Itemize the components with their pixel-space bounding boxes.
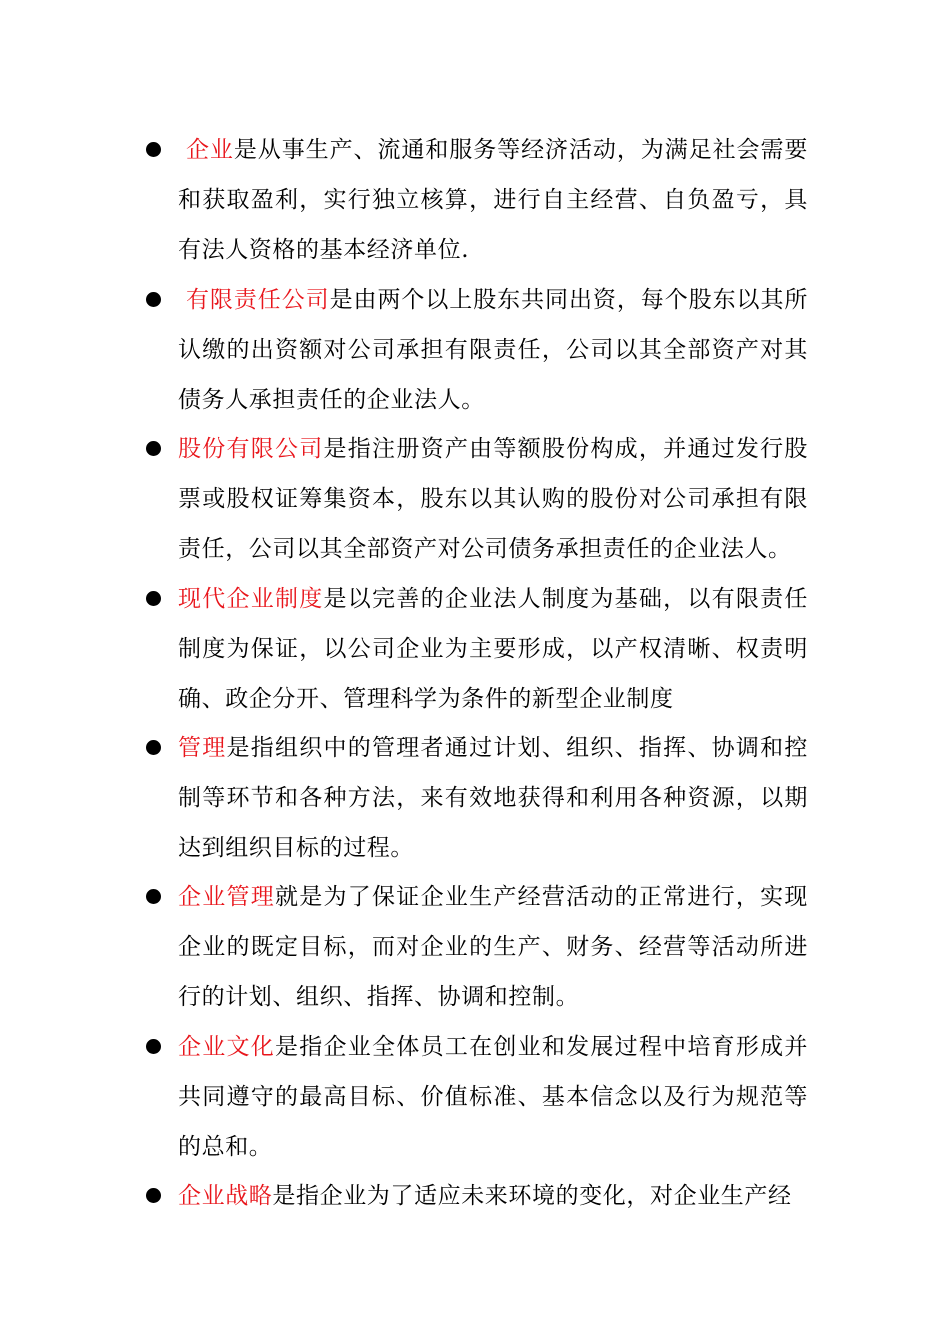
- definition-text: [178, 723, 808, 873]
- bullet-icon: [146, 740, 161, 755]
- definition-term: 企业文化: [178, 1034, 276, 1060]
- definition-term: 股份有限公司: [178, 436, 324, 462]
- definition-text: [178, 1171, 808, 1221]
- definition-text: [178, 1022, 808, 1172]
- bullet-icon: [146, 441, 161, 456]
- definition-term: 企业战略: [178, 1183, 273, 1209]
- definition-term: 有限责任公司: [186, 287, 330, 313]
- definition-text: [178, 125, 808, 275]
- definition-body: 是指企业为了适应未来环境的变化，对企业生产经: [272, 1183, 792, 1209]
- definition-body: 是指组织中的管理者通过计划、组织、指挥、协调和控制等环节和各种方法，来有效地获得和利用各种资源，以期达到组织目标的过程。: [178, 735, 808, 861]
- bullet-icon: [146, 1039, 161, 1054]
- definition-body: 就是为了保证企业生产经营活动的正常进行，实现企业的既定目标，而对企业的生产、财务、经营等活动所进行的计划、组织、指挥、协调和控制。: [178, 884, 808, 1010]
- definition-body: 是从事生产、流通和服务等经济活动，为满足社会需要和获取盈利，实行独立核算，进行自主经营、自负盈亏，具有法人资格的基本经济单位.: [178, 137, 808, 263]
- definition-term: 企业: [186, 137, 234, 163]
- definition-body: 是由两个以上股东共同出资，每个股东以其所认缴的出资额对公司承担有限责任，公司以其全部资产对其债务人承担责任的企业法人。: [178, 287, 809, 413]
- definition-body: 是指注册资产由等额股份构成，并通过发行股票或股权证筹集资本，股东以其认购的股份对公司承担有限责任，公司以其全部资产对公司债务承担责任的企业法人。: [178, 436, 809, 562]
- bullet-icon: [146, 292, 161, 307]
- definition-text: [178, 872, 808, 1022]
- definition-term: 现代企业制度: [178, 586, 324, 612]
- definition-text: [178, 424, 808, 574]
- definition-term: 企业管理: [178, 884, 276, 910]
- definition-body: 是以完善的企业法人制度为基础，以有限责任制度为保证，以公司企业为主要形成，以产权清晰、权责明确、政企分开、管理科学为条件的新型企业制度: [178, 586, 809, 712]
- definition-text: [178, 275, 808, 425]
- definition-text: [178, 574, 808, 724]
- definition-term: 管理: [178, 735, 227, 761]
- bullet-icon: [146, 889, 161, 904]
- definition-body: 是指企业全体员工在创业和发展过程中培育形成并共同遵守的最高目标、价值标准、基本信念以及行为规范等的总和。: [178, 1034, 808, 1160]
- bullet-icon: [146, 591, 161, 606]
- bullet-icon: [146, 1188, 161, 1203]
- bullet-icon: [146, 142, 161, 157]
